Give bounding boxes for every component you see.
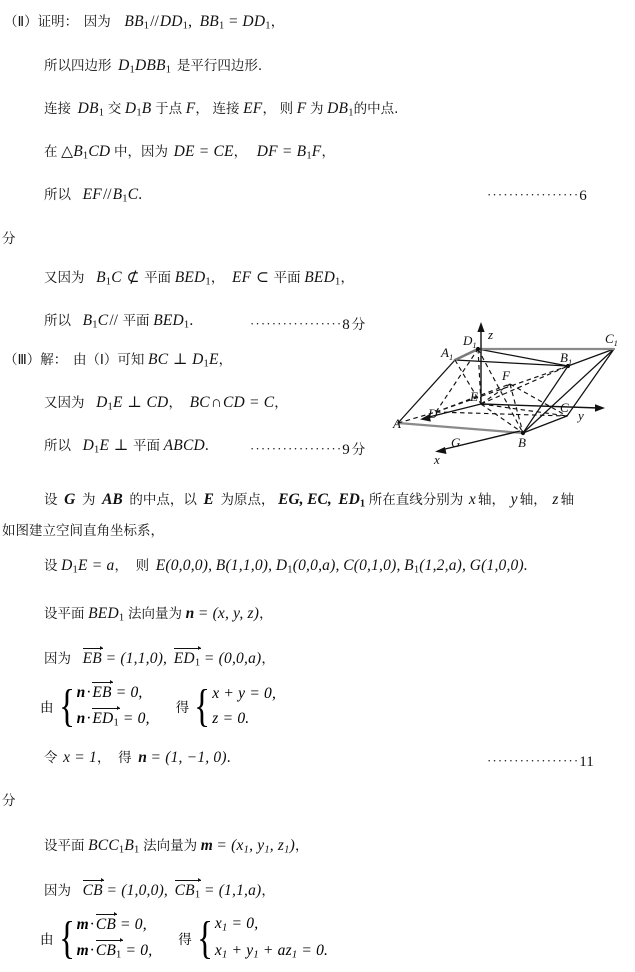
plane-bed1-4: $BED_1$ bbox=[88, 605, 125, 624]
system-m-result-1: $x_1 = 0$, bbox=[214, 915, 259, 934]
m-symbol-1: m bbox=[76, 916, 89, 933]
diagram-svg bbox=[392, 292, 635, 470]
normal-n-mid: 法向量为 bbox=[127, 606, 182, 622]
seg-ef: EF bbox=[243, 100, 263, 117]
score-leader-8 bbox=[250, 313, 365, 334]
part2-line-2 bbox=[44, 58, 262, 76]
setup1-xa: 轴， bbox=[478, 492, 505, 508]
perp-icon-2: ⊥ bbox=[127, 394, 142, 411]
score-value-6: 6 bbox=[579, 188, 587, 204]
vectors-m-line bbox=[44, 882, 275, 901]
seg-db1-2: $DB_1$ bbox=[327, 100, 354, 119]
m-symbol-2: m bbox=[76, 942, 89, 959]
point-f: F bbox=[185, 100, 196, 117]
coord-b1: $B_1(1,2,a)$, bbox=[404, 557, 467, 576]
system-m-mid: 得 bbox=[178, 932, 192, 949]
score-11-unit-wrapped bbox=[2, 794, 16, 809]
quad-d1: $D_1$ bbox=[118, 57, 135, 76]
part2-line1-lead: 因为 bbox=[83, 14, 111, 30]
line2-lead: 所以四边形 bbox=[44, 58, 112, 74]
vector-eb-value: = (1,1,0), bbox=[105, 650, 168, 667]
point-g: G bbox=[64, 491, 76, 508]
part3-line1-lead: 由（Ⅰ）可知 bbox=[72, 352, 145, 368]
edge-f-b bbox=[510, 384, 523, 433]
score-leader-11 bbox=[487, 753, 594, 771]
vector-m-symbol: m bbox=[200, 837, 213, 854]
plane-word-3: 平面 bbox=[122, 313, 150, 329]
line3-comma2: ， bbox=[262, 101, 276, 117]
part3-line-3 bbox=[44, 438, 209, 456]
eq-df-b1f: DF = $B_1F$ bbox=[256, 143, 322, 162]
perp-icon-3: ⊥ bbox=[113, 437, 129, 454]
b1c-1: $B_1C$ bbox=[96, 269, 122, 288]
math-dd1-b: $DD_1$ bbox=[242, 13, 271, 32]
setup1-mid2: 的中点，以 bbox=[129, 492, 197, 508]
axis-y-label: y bbox=[510, 491, 518, 508]
vec-eb-2: EB bbox=[92, 684, 112, 701]
axis-z-label: z bbox=[552, 491, 559, 508]
label-A1: $A_1$ bbox=[441, 345, 454, 362]
left-brace-m: { bbox=[58, 912, 75, 964]
vector-eb: EB bbox=[82, 650, 102, 667]
parallel-op-3: // bbox=[109, 312, 118, 329]
n-symbol-2: n bbox=[76, 710, 86, 727]
equation-system-n bbox=[40, 680, 277, 732]
coordinate-axes bbox=[425, 328, 599, 418]
normal-m-lead: 设平面 bbox=[44, 838, 85, 854]
geometry-diagram bbox=[392, 292, 635, 470]
vector-n-value: = (x, y, z) bbox=[197, 605, 260, 622]
line6-end: ， bbox=[340, 270, 354, 286]
left-brace-m-result: { bbox=[196, 912, 213, 964]
coord-g: G(1,0,0). bbox=[469, 557, 528, 574]
score-value-11: 11 bbox=[579, 754, 594, 770]
system-n-rows bbox=[75, 684, 150, 729]
normal-vector-m-line bbox=[44, 838, 309, 856]
label-F: F bbox=[502, 368, 510, 383]
edge-highlight-a1d1 bbox=[455, 349, 478, 360]
cd-1: CD bbox=[146, 394, 169, 411]
part3-line2-comma: ， bbox=[168, 395, 182, 411]
leader-dots-9: ················· bbox=[250, 441, 343, 456]
score-unit-fen-6: 分 bbox=[2, 231, 16, 247]
normal-m-mid: 法向量为 bbox=[143, 838, 198, 854]
conclusion-n-lead: 令 bbox=[44, 750, 58, 766]
math-dd1: $DD_1$ bbox=[159, 13, 189, 32]
label-axis-z: z bbox=[488, 327, 494, 342]
seg-ab: AB bbox=[102, 491, 123, 508]
math-bb1-b: $BB_1$ bbox=[199, 13, 225, 32]
line4-mid: 中，因为 bbox=[113, 144, 168, 160]
setup1-lead: 设 bbox=[44, 492, 58, 508]
conclusion-n-period: . bbox=[226, 749, 231, 766]
vec-ed1-2: $ED_1$ bbox=[92, 710, 119, 729]
label-D1: $D_1$ bbox=[463, 333, 477, 350]
coords-lead: 设 bbox=[44, 558, 58, 574]
quad-dbb1: $DBB_1$ bbox=[135, 57, 172, 76]
intersect-icon: ∩ bbox=[210, 394, 222, 411]
normal-m-end: ， bbox=[295, 838, 309, 854]
line3-tail: 的中点. bbox=[353, 101, 399, 117]
line4-comma: ， bbox=[233, 144, 248, 160]
score-leader-9 bbox=[250, 438, 365, 459]
line5-lead: 所以 bbox=[44, 187, 71, 203]
system-n-result-2: z = 0. bbox=[212, 709, 250, 727]
vector-m-value: = ($x_1$, $y_1$, $z_1$) bbox=[216, 837, 296, 856]
part2-line-7 bbox=[44, 313, 193, 331]
line4-lead: 在 bbox=[44, 144, 58, 160]
line5-period: . bbox=[138, 186, 143, 203]
d1e-1: $D_1E$ bbox=[192, 351, 219, 370]
origin-e: E bbox=[203, 491, 214, 508]
line3-mid3: 连接 bbox=[212, 101, 240, 117]
line4-end: ， bbox=[321, 144, 335, 160]
system-n-row-1 bbox=[77, 684, 150, 701]
score-unit-fen-11: 分 bbox=[2, 793, 16, 809]
line3-mid4: 则 bbox=[279, 101, 294, 117]
axis-eg: EG, bbox=[278, 491, 304, 508]
coord-e: E(0,0,0), bbox=[155, 557, 213, 574]
axis-x-label: x bbox=[468, 491, 476, 508]
line3-lead: 连接 bbox=[44, 101, 71, 117]
system-n-mid: 得 bbox=[175, 700, 190, 717]
equation-system-m bbox=[40, 912, 329, 964]
part3-line-1 bbox=[4, 352, 232, 370]
x-equals-1: x = 1 bbox=[63, 749, 97, 766]
vector-cb-value: = (1,0,0), bbox=[106, 882, 169, 899]
coords-comma: ， bbox=[114, 558, 128, 574]
plane-bed1-3: $BED_1$ bbox=[153, 312, 190, 331]
label-B1: $B_1$ bbox=[560, 350, 573, 367]
part3-setup-line-2 bbox=[2, 524, 164, 539]
dot-op-4: · bbox=[89, 942, 95, 959]
normal-n-lead: 设平面 bbox=[44, 606, 85, 622]
plane-bed1-1: $BED_1$ bbox=[174, 269, 211, 288]
line6-lead: 又因为 bbox=[44, 270, 85, 286]
dot-op-3: · bbox=[89, 916, 95, 933]
label-axis-x: x bbox=[434, 452, 440, 467]
d1e-a: $D_1E = a$ bbox=[61, 557, 115, 576]
setup1-mid1: 为 bbox=[81, 492, 96, 508]
setup2-text: 如图建立空间直角坐标系， bbox=[2, 523, 164, 539]
part3-line3-period: . bbox=[204, 437, 209, 454]
system-n-lead: 由 bbox=[40, 700, 54, 717]
label-B: B bbox=[518, 435, 526, 450]
vector-cb: CB bbox=[82, 882, 103, 899]
vector-n-symbol: n bbox=[185, 605, 195, 622]
vec-cb1-2: $CB_1$ bbox=[95, 942, 122, 961]
normal-vector-n-line bbox=[44, 606, 273, 624]
math-bb1: $BB_1$ bbox=[124, 13, 150, 32]
part3-coordinates-line bbox=[44, 558, 528, 576]
coord-d1: $D_1(0,0,a)$, bbox=[275, 557, 340, 576]
part2-line-5 bbox=[44, 187, 142, 205]
system-m-result-rows bbox=[213, 916, 328, 961]
n-ed1-eq: = 0, bbox=[122, 710, 150, 727]
triangle-b1cd: $\triangle B_1CD$ bbox=[61, 143, 111, 162]
seg-db1: $DB_1$ bbox=[77, 100, 105, 119]
system-m-lead: 由 bbox=[40, 932, 54, 949]
part3-line1-end: ， bbox=[218, 352, 233, 368]
ef-2: EF bbox=[232, 269, 252, 286]
line6-comma: ， bbox=[210, 270, 225, 286]
left-brace-n-result: { bbox=[194, 680, 211, 732]
conclusion-n-mid: 得 bbox=[118, 750, 132, 766]
seg-d1b: $D_1B$ bbox=[124, 100, 152, 119]
line7-period: . bbox=[189, 312, 194, 329]
line2-tail: 是平行四边形. bbox=[176, 58, 263, 74]
part3-line3-lead: 所以 bbox=[44, 438, 71, 454]
comma-1: , bbox=[188, 13, 192, 30]
score-value-9: 9 bbox=[342, 442, 350, 458]
vector-cb1: $CB_1$ bbox=[174, 882, 201, 901]
score-value-8: 8 bbox=[342, 317, 350, 333]
d1e-3: $D_1E$ bbox=[82, 437, 110, 456]
parallel-op-2: // bbox=[102, 186, 112, 203]
label-C: C bbox=[560, 400, 569, 415]
vector-ed1: $ED_1$ bbox=[173, 650, 201, 669]
edge-d-c bbox=[436, 412, 567, 416]
setup1-za: 轴 bbox=[560, 492, 575, 508]
part3-line2-end: ， bbox=[274, 395, 288, 411]
n-eb-eq: = 0, bbox=[115, 684, 143, 701]
system-m-result-2: $x_1 + y_1 + az_1 = 0$. bbox=[214, 941, 329, 961]
axis-ed1: $ED_1$ bbox=[338, 491, 366, 510]
system-m-row-1 bbox=[77, 916, 153, 933]
d1e-2: $D_1E$ bbox=[96, 394, 123, 413]
score-unit-fen-8: 分 bbox=[351, 317, 366, 333]
part3-label: （Ⅲ）解： bbox=[4, 352, 68, 368]
b1c-2: $B_1C$ bbox=[82, 312, 109, 331]
m-cb-eq: = 0, bbox=[120, 916, 147, 933]
edge-bc bbox=[523, 416, 567, 433]
part2-line-1 bbox=[4, 14, 284, 32]
label-C1: $C_1$ bbox=[605, 331, 618, 348]
label-axis-y: y bbox=[578, 408, 584, 423]
bc-2: BC bbox=[189, 394, 210, 411]
conclusion-n-comma: ， bbox=[96, 750, 111, 766]
vector-n-symbol-2: n bbox=[138, 749, 147, 766]
bc-1: BC bbox=[148, 351, 169, 368]
system-n-result-rows bbox=[210, 686, 276, 726]
vector-ed1-value: = (0,0,a) bbox=[203, 650, 262, 667]
line3-mid1: 交 bbox=[107, 101, 122, 117]
leader-dots-6: ················· bbox=[487, 187, 580, 202]
system-n-result-1: x + y = 0, bbox=[212, 685, 277, 703]
coords-then: 则 bbox=[135, 558, 150, 574]
part2-label: （Ⅱ）证明： bbox=[4, 14, 79, 30]
part3-line-2 bbox=[44, 395, 288, 413]
subset-icon: ⊂ bbox=[255, 269, 269, 286]
line3-mid5: 为 bbox=[310, 101, 324, 117]
leader-dots-8: ················· bbox=[250, 316, 343, 331]
label-D: D bbox=[428, 406, 438, 421]
perp-icon-1: ⊥ bbox=[172, 351, 188, 368]
equals-1: = bbox=[229, 13, 238, 30]
part3-line2-lead: 又因为 bbox=[44, 395, 85, 411]
dot-op-2: · bbox=[86, 710, 92, 727]
plane-word-2: 平面 bbox=[273, 270, 301, 286]
leader-dots-11: ················· bbox=[487, 753, 580, 768]
vectors-n-lead: 因为 bbox=[44, 651, 71, 667]
setup1-ya: 轴， bbox=[519, 492, 547, 508]
not-subset-icon: ⊄ bbox=[126, 269, 140, 286]
score-unit-fen-9: 分 bbox=[351, 442, 366, 458]
conclusion-n-line bbox=[44, 750, 231, 766]
setup1-mid4: 所在直线分别为 bbox=[368, 492, 464, 508]
system-m-rows bbox=[75, 916, 153, 961]
label-A: A bbox=[393, 416, 401, 431]
line7-lead: 所以 bbox=[44, 313, 71, 329]
vector-n-final-value: = (1, −1, 0) bbox=[150, 749, 227, 766]
label-E: E bbox=[470, 389, 478, 404]
vectors-m-end: ， bbox=[261, 883, 275, 899]
arrow-y bbox=[595, 404, 605, 411]
edge-a-a1 bbox=[398, 360, 455, 423]
edge-b1-c1 bbox=[568, 349, 614, 366]
system-m-row-2 bbox=[77, 942, 153, 961]
system-n-row-2 bbox=[77, 710, 150, 729]
part2-line-4 bbox=[44, 144, 335, 162]
eq-de-ce: DE = CE bbox=[173, 143, 234, 160]
part2-line-3 bbox=[44, 101, 398, 119]
arrow-z bbox=[477, 322, 484, 332]
plane-bed1-2: $BED_1$ bbox=[304, 269, 341, 288]
vectors-n-line bbox=[44, 650, 275, 669]
parallel-op-1: // bbox=[150, 13, 159, 30]
plane-abcd: ABCD bbox=[163, 437, 205, 454]
cd-equals-c: CD = C bbox=[222, 394, 275, 411]
res-ef: EF bbox=[82, 186, 102, 203]
label-G: G bbox=[451, 435, 461, 450]
vec-cb-2: CB bbox=[95, 916, 117, 933]
dot-op-1: · bbox=[86, 684, 92, 701]
edge-c-c1 bbox=[567, 349, 614, 416]
line1-end: ， bbox=[270, 14, 285, 30]
plane-word-4: 平面 bbox=[133, 438, 160, 454]
point-f-2: F bbox=[296, 100, 307, 117]
vectors-m-lead: 因为 bbox=[44, 883, 71, 899]
score-leader-6 bbox=[487, 187, 587, 205]
res-b1c: $B_1C$ bbox=[112, 186, 139, 205]
plane-word-1: 平面 bbox=[144, 270, 172, 286]
edge-highlight-ab bbox=[398, 423, 523, 433]
coord-b: B(1,1,0), bbox=[215, 557, 273, 574]
line3-mid2: 于点 bbox=[155, 101, 183, 117]
part2-line-6 bbox=[44, 270, 354, 288]
normal-n-end: ， bbox=[259, 606, 273, 622]
setup1-mid3: 为原点， bbox=[220, 492, 275, 508]
left-brace-n: { bbox=[58, 680, 75, 732]
score-6-unit-wrapped bbox=[2, 232, 16, 247]
plane-bcc1b1: $BCC_1B_1$ bbox=[88, 837, 140, 856]
part3-setup-line-1 bbox=[44, 492, 574, 510]
vector-cb1-value: = (1,1,a) bbox=[203, 882, 262, 899]
coord-c: C(0,1,0), bbox=[343, 557, 401, 574]
n-symbol-1: n bbox=[76, 684, 86, 701]
m-cb1-eq: = 0, bbox=[125, 942, 153, 959]
vectors-n-end: ， bbox=[261, 651, 275, 667]
axis-ec: EC, bbox=[307, 491, 332, 508]
line3-comma: ， bbox=[195, 101, 209, 117]
